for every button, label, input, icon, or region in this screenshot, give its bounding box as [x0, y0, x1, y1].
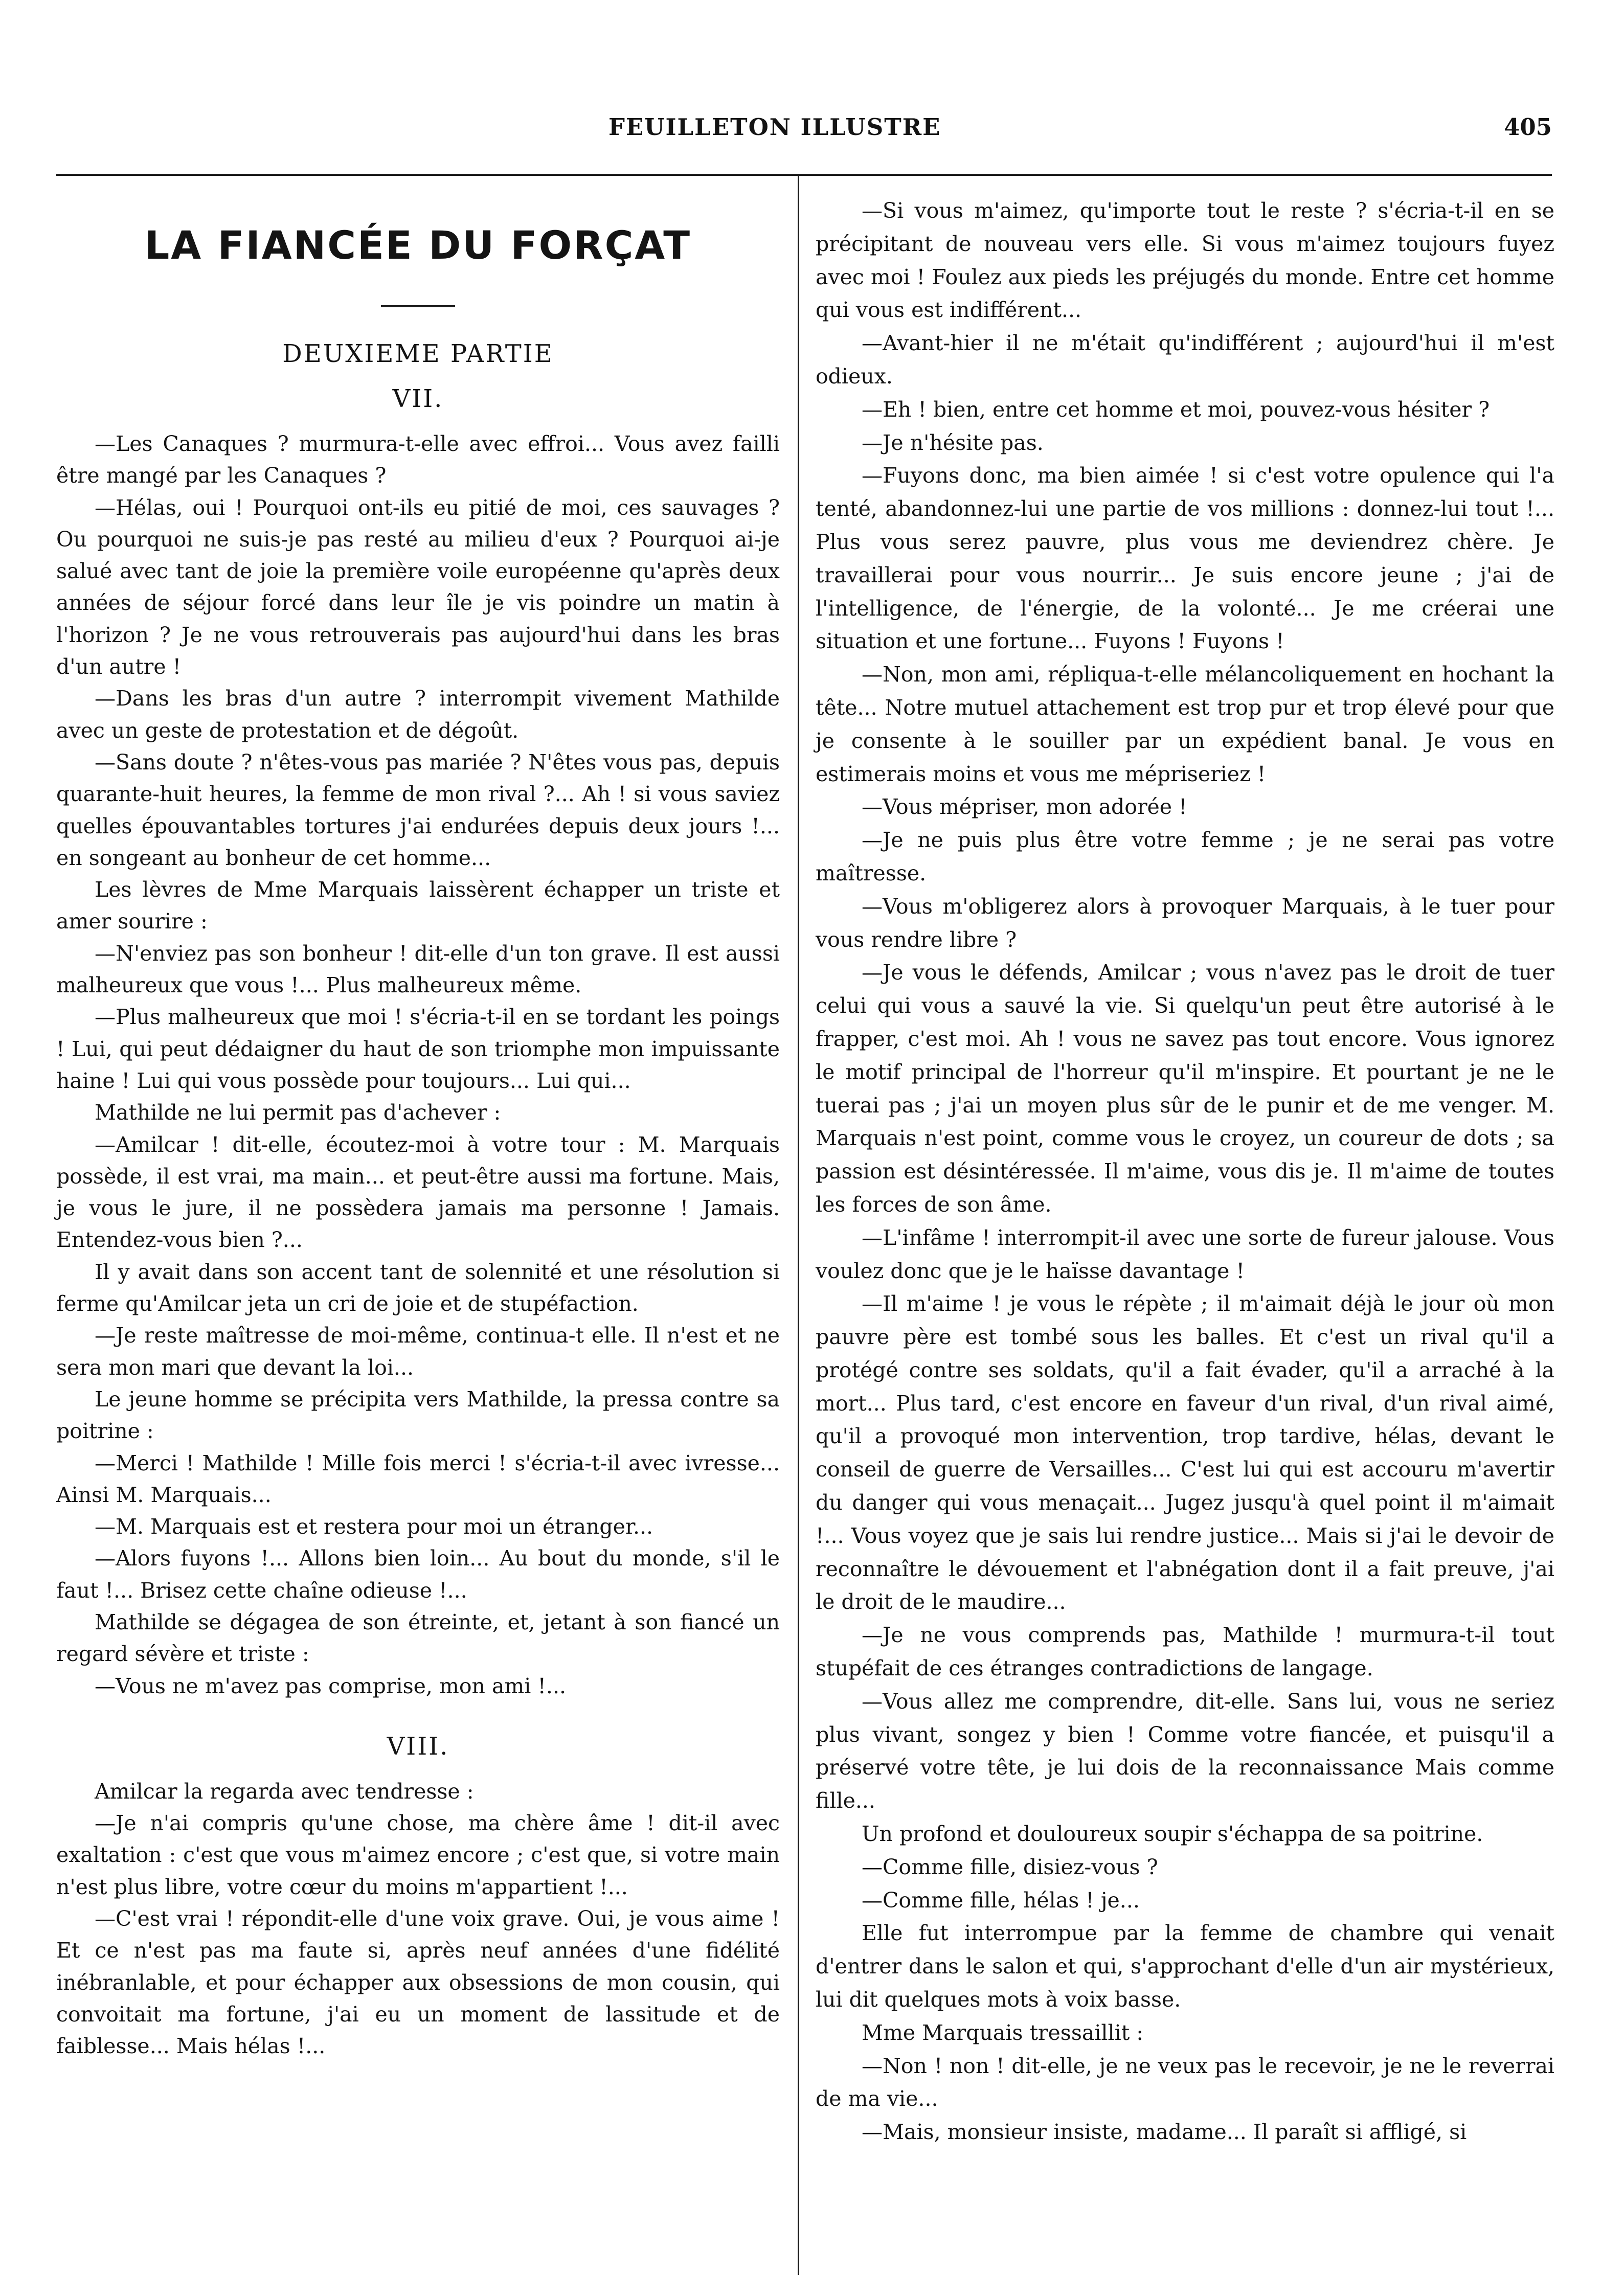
- paragraph: —Non ! non ! dit-elle, je ne veux pas le recevoir, je ne le reverrai de ma vie...: [816, 2053, 1554, 2111]
- paragraph: —Vous mépriser, mon adorée !: [862, 794, 1187, 820]
- paragraph: —Sans doute ? n'êtes-vous pas mariée ? N'êtes vous pas, depuis quarante-huit heures, la femme de mon rival ?... Ah ! si vous saviez quelles épouvantables tortures j'ai endurées depuis deux jours !... en songeant au bonheur de cet homme...: [56, 749, 780, 870]
- paragraph: Mme Marquais tressaillit :: [862, 2020, 1144, 2045]
- paragraph: —Je n'ai compris qu'une chose, ma chère âme ! dit-il avec exaltation : c'est que vous m'aimez encore ; c'est que, si votre main n'est plus libre, votre cœur du moins m'appartient !...: [56, 1811, 780, 1899]
- paragraph: —N'enviez pas son bonheur ! dit-elle d'un ton grave. Il est aussi malheureux que vous !... Plus malheureux même.: [56, 941, 780, 998]
- paragraph: —Comme fille, hélas ! je...: [862, 1888, 1140, 1913]
- paragraph: Mathilde ne lui permit pas d'achever :: [95, 1100, 501, 1125]
- page-header: [56, 113, 1552, 149]
- running-title: FEUILLETON ILLUSTRE: [608, 113, 941, 141]
- chapter-heading-viii: VIII.: [387, 1732, 449, 1761]
- paragraph: —Hélas, oui ! Pourquoi ont-ils eu pitié de moi, ces sauvages ? Ou pourquoi ne suis-je pas resté au milieu d'eux ? Pourquoi ai-je salué avec tant de joie la première voile européenne qu'après deux années de séjour forcé dans leur île je vis poindre un matin à l'horizon ? Je ne vous retrouverais pas aujourd'hui dans les bras d'un autre !: [56, 495, 780, 679]
- paragraph: Il y avait dans son accent tant de solennité et une résolution si ferme qu'Amilcar jeta un cri de joie et de stupéfaction.: [56, 1259, 780, 1316]
- paragraph: —Amilcar ! dit-elle, écoutez-moi à votre tour : M. Marquais possède, il est vrai, ma main... et peut-être aussi ma fortune. Mais, je vous le jure, il ne possèdera jamais ma personne ! Jamais. Entendez-vous bien ?...: [56, 1132, 780, 1253]
- paragraph: Mathilde se dégagea de son étreinte, et, jetant à son fiancé un regard sévère et triste :: [56, 1609, 780, 1667]
- paragraph: Un profond et douloureux soupir s'échappa de sa poitrine.: [862, 1822, 1483, 1847]
- story-title: LA FIANCÉE DU FORÇAT: [144, 222, 692, 268]
- paragraph: Elle fut interrompue par la femme de chambre qui venait d'entrer dans le salon et qui, s'approchant d'elle d'un air mystérieux, lui dit quelques mots à voix basse.: [816, 1921, 1554, 2012]
- paragraph: —Non, mon ami, répliqua-t-elle mélancoliquement en hochant la tête... Notre mutuel attachement est trop pur et trop élevé pour que je consente à le souiller par un expédient banal. Je vous en estimerais moins et vous me mépriseriez !: [816, 662, 1554, 786]
- paragraph: —L'infâme ! interrompit-il avec une sorte de fureur jalouse. Vous voulez donc que je le haïsse davantage !: [816, 1225, 1554, 1283]
- left-column: [56, 202, 780, 2062]
- paragraph: —Fuyons donc, ma bien aimée ! si c'est votre opulence qui l'a tenté, abandonnez-lui une partie de vos millions : donnez-lui tout !... Plus vous serez pauvre, plus vous me deviendrez chère. Je travaillerai pour vous nourrir... Je suis encore jeune ; j'ai de l'intelligence, de l'énergie, de la volonté... Je me créerai une situation et une fortune... Fuyons ! Fuyons !: [816, 463, 1554, 654]
- page-number: 405: [1504, 113, 1552, 141]
- paragraph: —Comme fille, disiez-vous ?: [862, 1854, 1158, 1879]
- paragraph: —Eh ! bien, entre cet homme et moi, pouvez-vous hésiter ?: [862, 397, 1490, 422]
- paragraph: —M. Marquais est et restera pour moi un étranger...: [95, 1514, 653, 1539]
- paragraph: Les lèvres de Mme Marquais laissèrent échapper un triste et amer sourire :: [56, 877, 780, 934]
- paragraph: —C'est vrai ! répondit-elle d'une voix grave. Oui, je vous aime ! Et ce n'est pas ma faute si, après neuf années d'une fidélité inébranlable, et pour échapper aux obsessions de mon cousin, qui convoitait ma fortune, j'ai eu un moment de lassitude et de faiblesse... Mais hélas !...: [56, 1906, 780, 2059]
- paragraph: —Merci ! Mathilde ! Mille fois merci ! s'écria-t-il avec ivresse... Ainsi M. Marquais...: [56, 1450, 780, 1507]
- paragraph: —Plus malheureux que moi ! s'écria-t-il en se tordant les poings ! Lui, qui peut dédaigner du haut de son triomphe mon impuissante haine ! Lui qui vous possède pour toujours... Lui qui...: [56, 1005, 780, 1093]
- paragraph: Amilcar la regarda avec tendresse :: [95, 1779, 474, 1804]
- part-title: DEUXIEME PARTIE: [282, 339, 554, 368]
- title-rule: [381, 305, 455, 307]
- chapter-viii-text: [56, 1776, 780, 2062]
- paragraph: —Je reste maîtresse de moi-même, continua-t elle. Il n'est et ne sera mon mari que devant la loi...: [56, 1323, 780, 1380]
- chapter-heading-vii: VII.: [392, 384, 444, 413]
- header-rule: [56, 174, 1552, 176]
- paragraph: —Je ne vous comprends pas, Mathilde ! murmura-t-il tout stupéfait de ces étranges contradictions de langage.: [816, 1623, 1554, 1681]
- paragraph: —Si vous m'aimez, qu'importe tout le reste ? s'écria-t-il en se précipitant de nouveau vers elle. Si vous m'aimez toujours fuyez avec moi ! Foulez aux pieds les préjugés du monde. Entre cet homme qui vous est indifférent...: [816, 198, 1554, 323]
- paragraph: —Alors fuyons !... Allons bien loin... Au bout du monde, s'il le faut !... Brisez cette chaîne odieuse !...: [56, 1546, 780, 1603]
- right-column-text: [816, 194, 1554, 2149]
- paragraph: —Vous ne m'avez pas comprise, mon ami !...: [95, 1673, 567, 1698]
- paragraph: —Les Canaques ? murmura-t-elle avec effroi... Vous avez failli être mangé par les Canaques ?: [56, 431, 780, 488]
- paragraph: —Vous m'obligerez alors à provoquer Marquais, à le tuer pour vous rendre libre ?: [816, 894, 1554, 952]
- paragraph: Le jeune homme se précipita vers Mathilde, la pressa contre sa poitrine :: [56, 1386, 780, 1444]
- chapter-vii-text: [56, 428, 780, 1702]
- paragraph: —Il m'aime ! je vous le répète ; il m'aimait déjà le jour où mon pauvre père est tombé sous les balles. Et c'est un rival qu'il a protégé contre ses soldats, qu'il a fait évader, qu'il a arraché à la mort... Plus tard, c'est encore en faveur d'un rival, d'un rival aimé, qu'il a provoqué mon intervention, trop tardive, hélas, devant le conseil de guerre de Versailles... C'est lui qui est accouru m'avertir du danger qui vous menaçait... Jugez jusqu'à quel point il m'aimait !... Vous voyez que je sais lui rendre justice... Mais si j'ai le devoir de reconnaître le dévouement et l'abnégation dont il a fait preuve, j'ai le droit de le maudire...: [816, 1291, 1554, 1615]
- paragraph: —Je n'hésite pas.: [862, 430, 1044, 455]
- paragraph: —Vous allez me comprendre, dit-elle. Sans lui, vous ne seriez plus vivant, songez y bien ! Comme votre fiancée, et puisqu'il a préservé votre tête, je lui dois de la reconnaissance Mais comme fille...: [816, 1689, 1554, 1813]
- paragraph: —Je ne puis plus être votre femme ; je ne serai pas votre maîtresse.: [816, 828, 1554, 885]
- column-divider: [798, 174, 799, 2275]
- right-column: [816, 194, 1554, 2149]
- paragraph: —Mais, monsieur insiste, madame... Il paraît si affligé, si: [862, 2120, 1467, 2145]
- paragraph: —Dans les bras d'un autre ? interrompit vivement Mathilde avec un geste de protestation et de dégoût.: [56, 686, 780, 743]
- paragraph: —Je vous le défends, Amilcar ; vous n'avez pas le droit de tuer celui qui vous a sauvé la vie. Si quelqu'un peut être autorisé à le frapper, c'est moi. Ah ! vous ne savez pas tout encore. Vous ignorez le motif principal de l'horreur qu'il m'inspire. Et pourtant je ne le tuerai pas ; j'ai un moyen plus sûr de le punir et de me venger. M. Marquais n'est point, comme vous le croyez, un coureur de dots ; sa passion est désintéressée. Il m'aime, vous dis je. Il m'aime de toutes les forces de son âme.: [816, 960, 1554, 1217]
- paragraph: —Avant-hier il ne m'était qu'indifférent ; aujourd'hui il m'est odieux.: [816, 331, 1554, 389]
